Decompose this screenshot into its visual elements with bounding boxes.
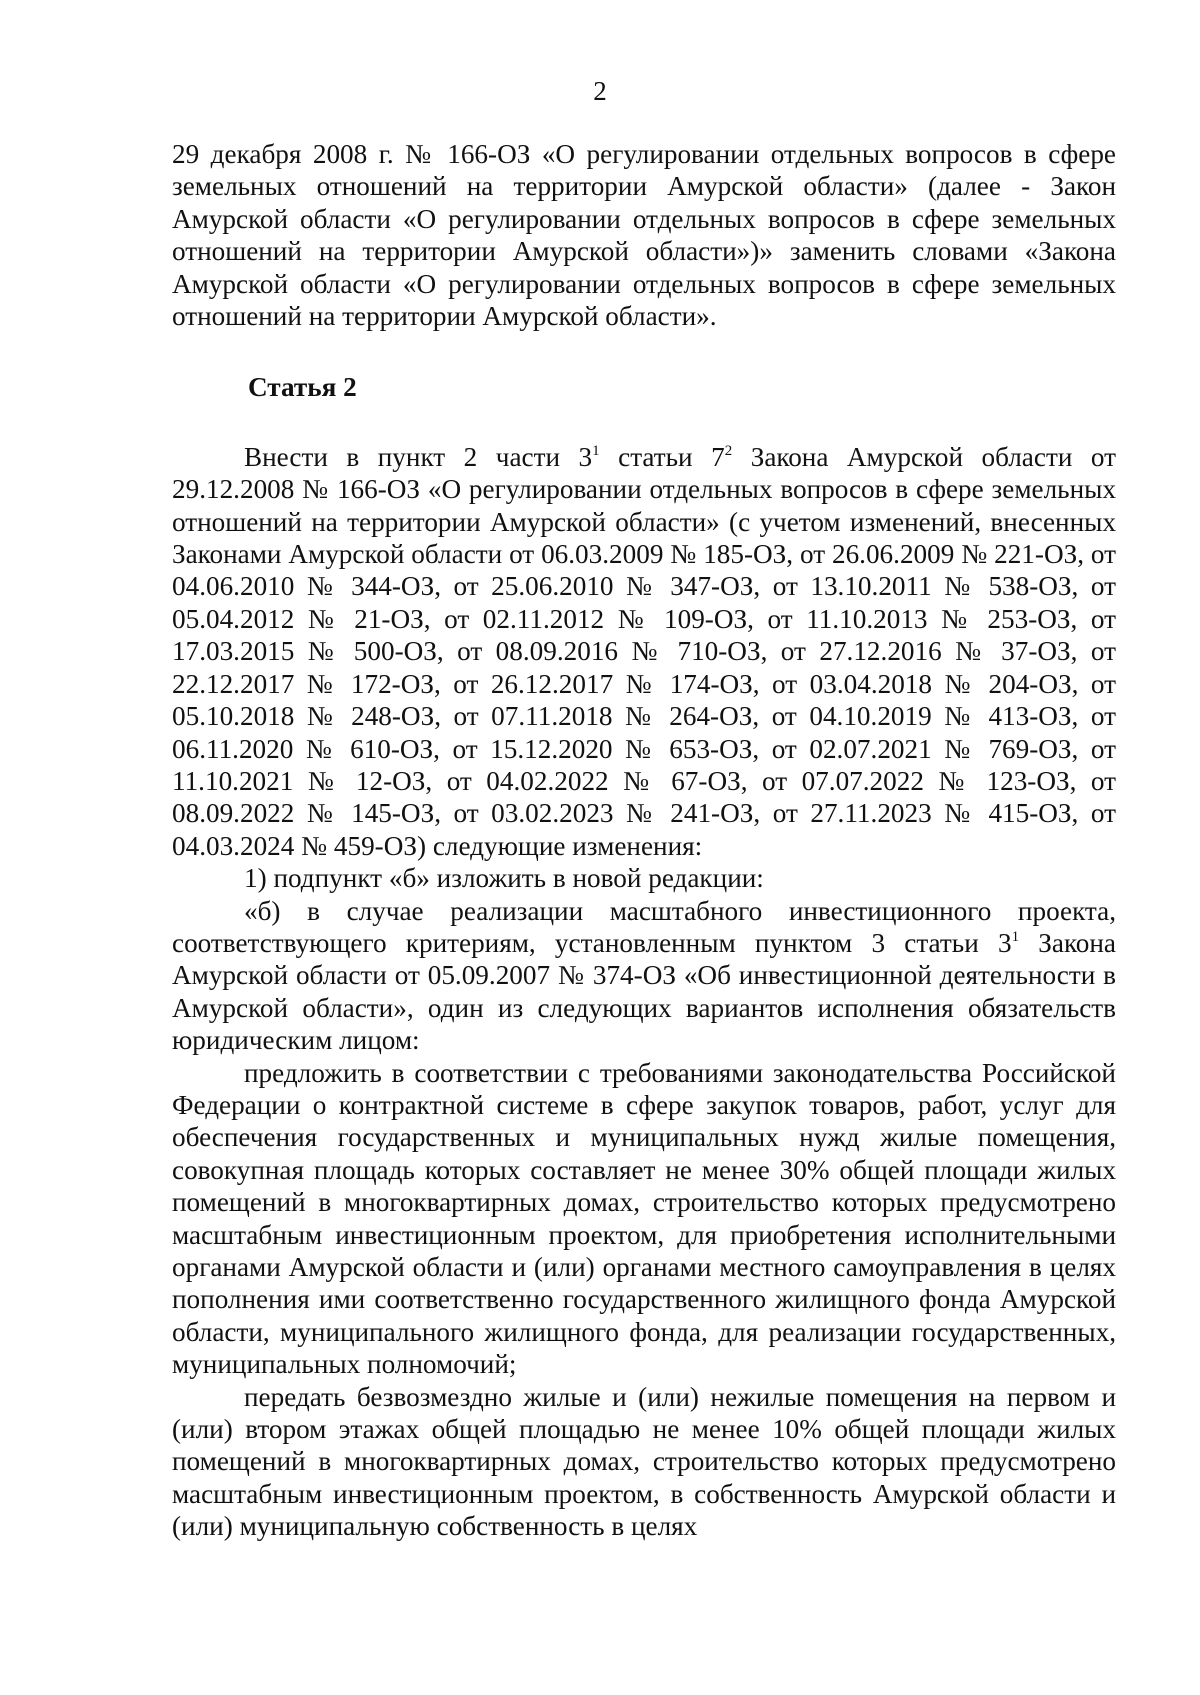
article-body-sup-1: 1	[592, 442, 600, 459]
document-body	[172, 138, 1116, 1543]
article-body-paragraph	[172, 441, 1116, 862]
article-body-sup-2: 2	[724, 442, 733, 459]
article-body-lead-2: статьи 7	[599, 441, 725, 472]
page-number: 2	[593, 76, 607, 106]
subitem-b-paragraph	[172, 895, 1116, 1057]
article-body-lead-3: Закона Амурской области от 29.12.2008 № 166-ОЗ «О регулировании отдельных вопросов в сфере земельных отношений на территории Амурской области» (с учетом изменений, внесенных Законами Амурской области от 06.03.2009 № 185-ОЗ, от 26.06.2009 № 221-ОЗ, от 04.06.2010 № 344-ОЗ, от 25.06.2010 № 347-ОЗ, от 13.10.2011 № 538-ОЗ, от 05.04.2012 № 21-ОЗ, от 02.11.2012 № 109-ОЗ, от 11.10.2013 № 253-ОЗ, от 17.03.2015 № 500-ОЗ, от 08.09.2016 № 710-ОЗ, от 27.12.2016 № 37-ОЗ, от 22.12.2017 № 172-ОЗ, от 26.12.2017 № 174-ОЗ, от 03.04.2018 № 204-ОЗ, от 05.10.2018 № 248-ОЗ, от 07.11.2018 № 264-ОЗ, от 04.10.2019 № 413-ОЗ, от 06.11.2020 № 610-ОЗ, от 15.12.2020 № 653-ОЗ, от 02.07.2021 № 769-ОЗ, от 11.10.2021 № 12-ОЗ, от 04.02.2022 № 67-ОЗ, от 07.07.2022 № 123-ОЗ, от 08.09.2022 № 145-ОЗ, от 03.02.2023 № 241-ОЗ, от 27.11.2023 № 415-ОЗ, от 04.03.2024 № 459-ОЗ) следующие изменения:	[172, 441, 1116, 861]
option-1-paragraph: предложить в соответствии с требованиями законодательства Российской Федерации о контрактной системе в сфере закупок товаров, работ, услуг для обеспечения государственных и муниципальных нужд жилые помещения, совокупная площадь которых составляет не менее 30% общей площади жилых помещений в многоквартирных домах, строительство которых предусмотрено масштабным инвестиционным проектом, для приобретения исполнительными органами Амурской области и (или) органами местного самоуправления в целях пополнения ими соответственно государственного жилищного фонда Амурской области, муниципального жилищного фонда, для реализации государственных, муниципальных полномочий;	[172, 1057, 1116, 1380]
subitem-b-part-1: «б) в случае реализации масштабного инвестиционного проекта, соответствующего критериям, установленным пунктом 3 статьи 3	[172, 895, 1116, 958]
item-1-paragraph: 1) подпункт «б» изложить в новой редакции:	[244, 863, 764, 894]
intro-paragraph: 29 декабря 2008 г. № 166-ОЗ «О регулировании отдельных вопросов в сфере земельных отношений на территории Амурской области» (далее - Закон Амурской области «О регулировании отдельных вопросов в сфере земельных отношений на территории Амурской области»)» заменить словами «Закона Амурской области «О регулировании отдельных вопросов в сфере земельных отношений на территории Амурской области».	[172, 139, 1116, 332]
article-body-lead-1: Внести в пункт 2 части 3	[244, 441, 593, 472]
subitem-b-part-2: Закона Амурской области от 05.09.2007 № 374-ОЗ «Об инвестиционной деятельности в Амурской области», один из следующих вариантов исполнения обязательств юридическим лицом:	[172, 927, 1116, 1056]
option-2-paragraph: передать безвозмездно жилые и (или) нежилые помещения на первом и (или) втором этажах общей площадью не менее 10% общей площади жилых помещений в многоквартирных домах, строительство которых предусмотрено масштабным инвестиционным проектом, в собственность Амурской области и (или) муниципальную собственность в целях	[172, 1381, 1116, 1542]
article-heading: Статья 2	[248, 372, 357, 403]
subitem-b-sup: 1	[1011, 928, 1020, 945]
